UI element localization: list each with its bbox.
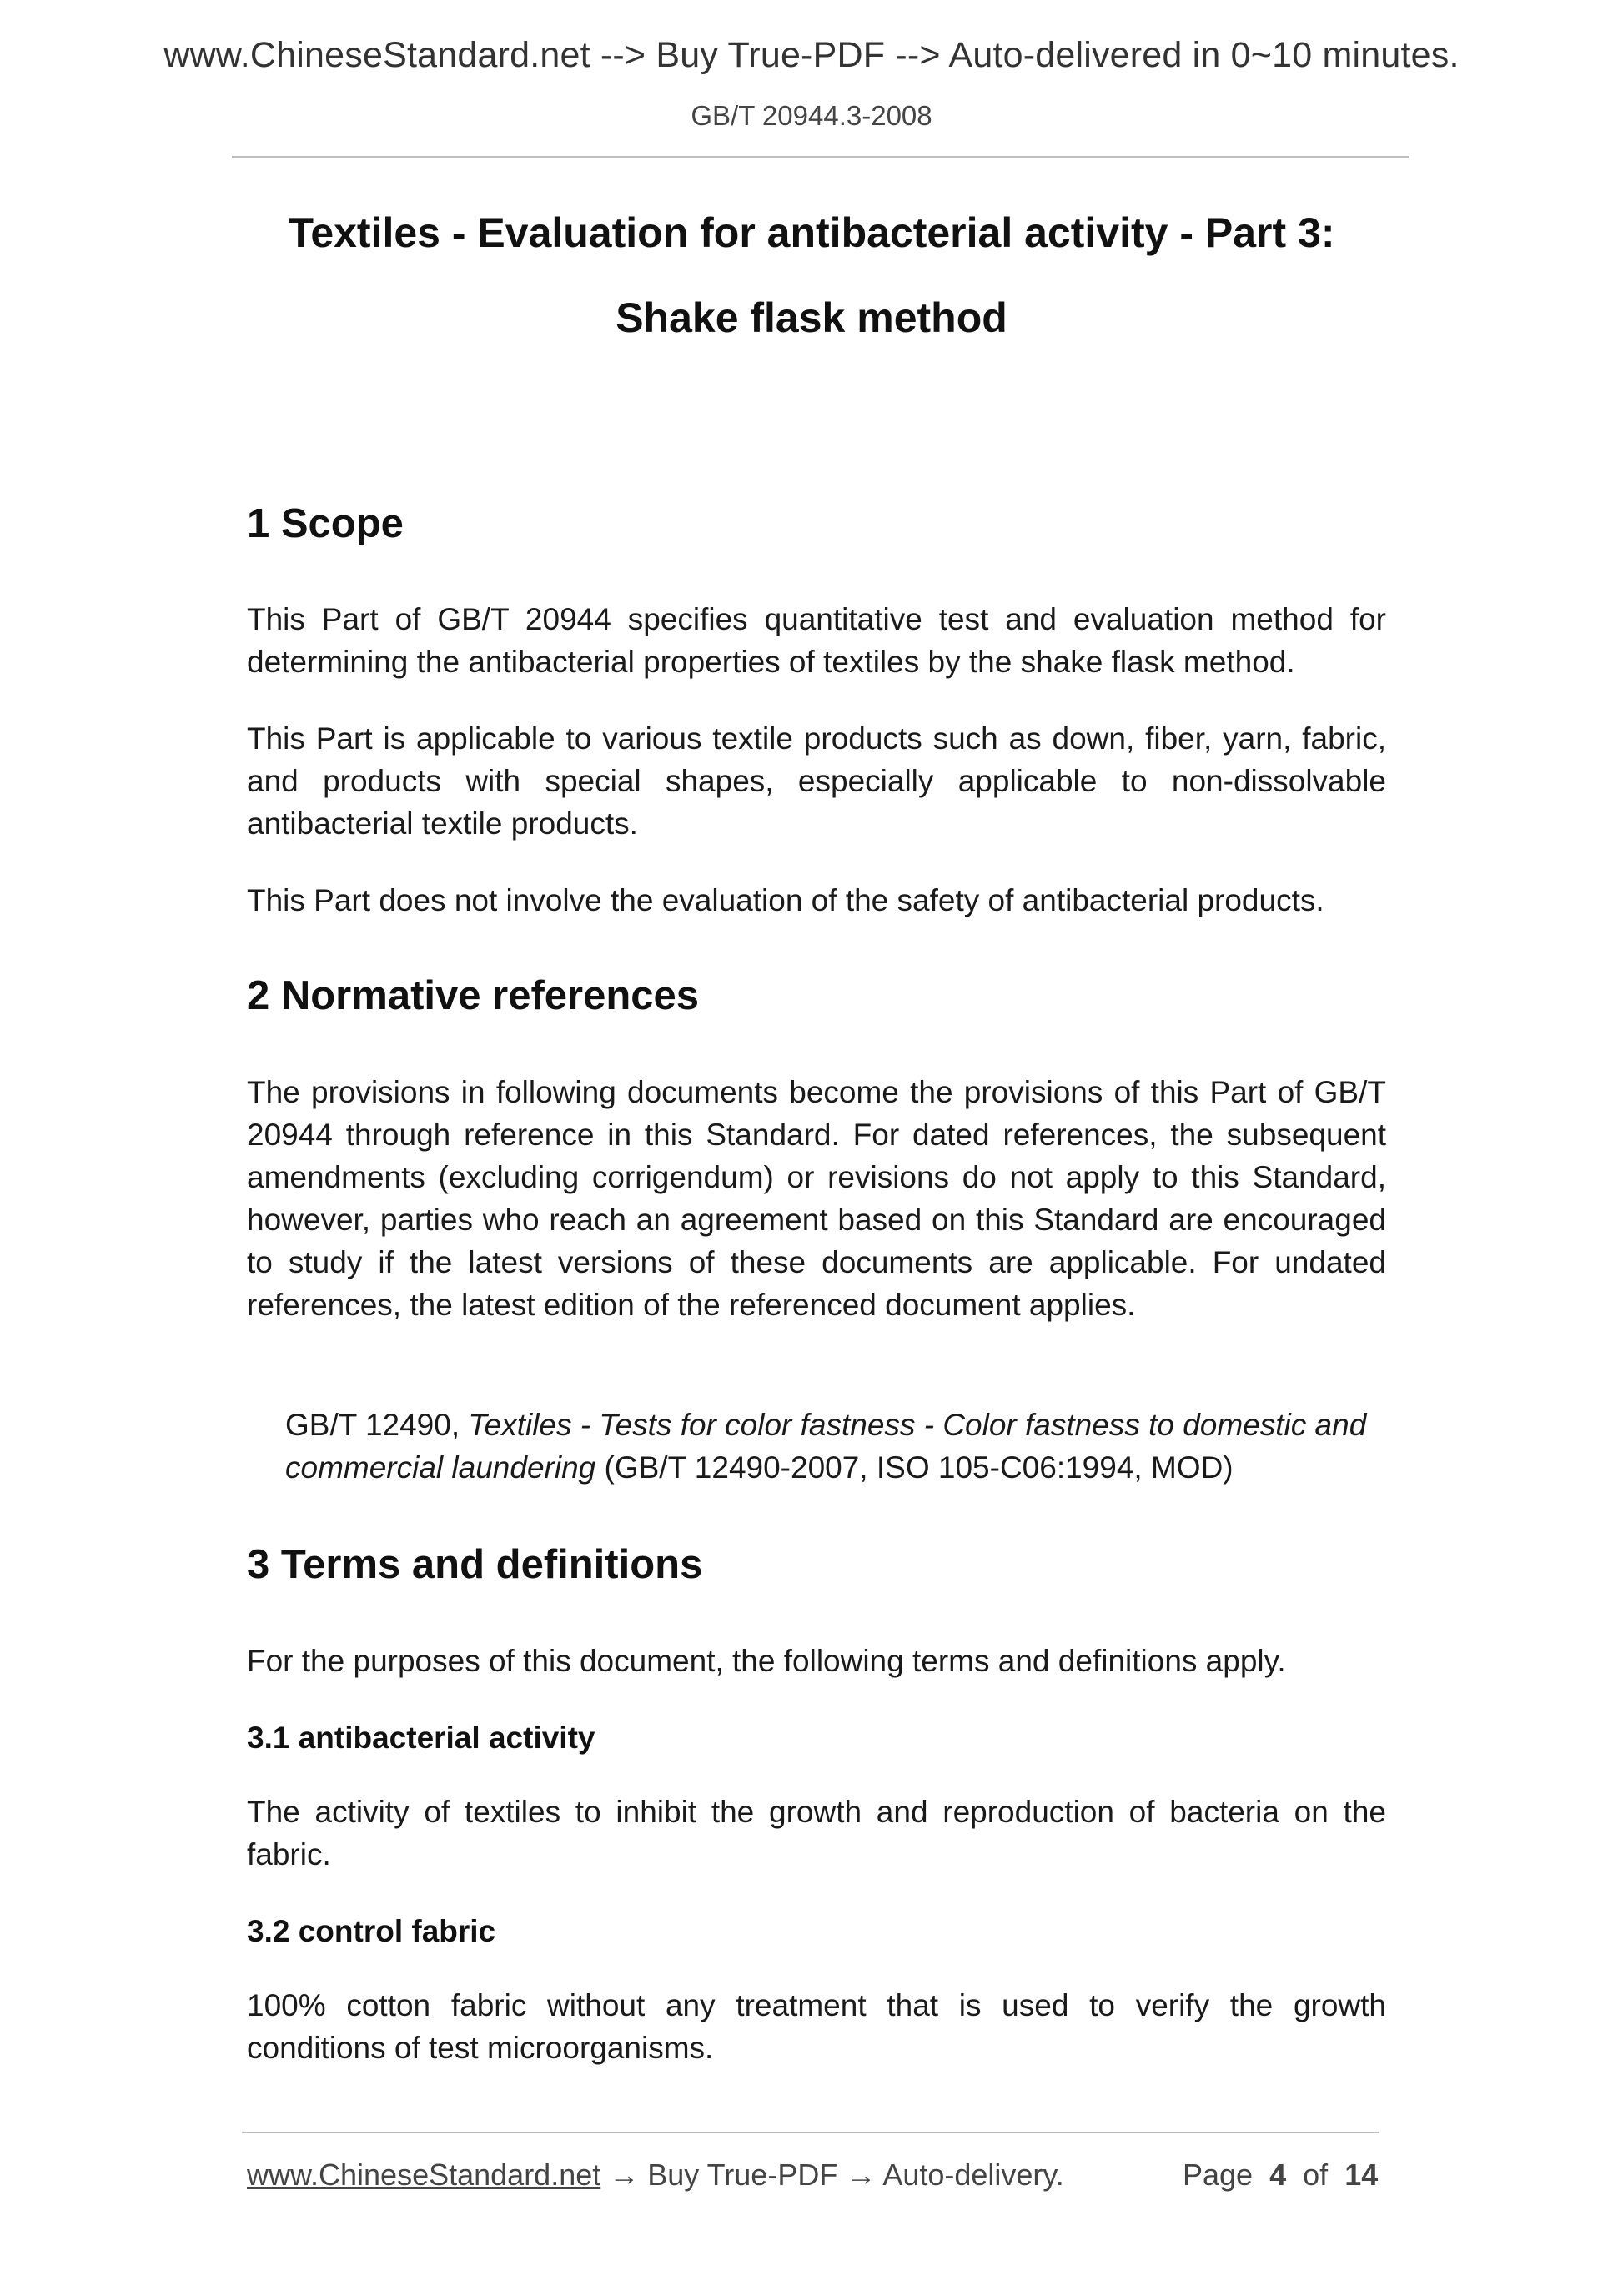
section-heading-normative-references: 2 Normative references [247,973,700,1018]
footer-divider [242,2132,1379,2133]
reference-suffix: (GB/T 12490-2007, ISO 105-C06:1994, MOD) [595,1450,1234,1485]
term-definition-antibacterial-activity: The activity of textiles to inhibit the growth and reproduction of bacteria on the fabric. [247,1795,1386,1871]
header-banner: www.ChineseStandard.net --> Buy True-PDF --> Auto-delivered in 0~10 minutes. [163,35,1460,75]
term-definition-control-fabric: 100% cotton fabric without any treatment that is used to verify the growth conditions of test microorganisms. [247,1988,1386,2065]
term-heading-control-fabric: 3.2 control fabric [247,1914,496,1948]
footer-tagline: → Buy True-PDF → Auto-delivery. [600,2158,1064,2192]
terms-intro: For the purposes of this document, the following terms and definitions apply. [247,1644,1286,1678]
footer-left [247,2158,1064,2193]
normative-reference-item [285,1404,1386,1489]
reference-code: GB/T 12490, [285,1408,469,1442]
standard-number: GB/T 20944.3-2008 [691,100,932,131]
reference-title: Textiles - Tests for color fastness - Color fastness to domestic and commercial laundering [285,1408,1367,1485]
footer-site-link[interactable]: www.ChineseStandard.net [247,2158,601,2192]
page-indicator [1183,2158,1378,2193]
scope-paragraph-3: This Part does not involve the evaluation of the safety of antibacterial products. [247,883,1324,917]
document-title-line-2: Shake flask method [616,294,1007,341]
scope-paragraph-1: This Part of GB/T 20944 specifies quantitative test and evaluation method for determining the antibacterial properties of textiles by the shake flask method. [247,602,1386,679]
section-heading-scope: 1 Scope [247,501,404,546]
scope-paragraph-2: This Part is applicable to various textile products such as down, fiber, yarn, fabric, and products with special shapes, especially applicable to non-dissolvable antibacterial textile products. [247,721,1386,841]
page-current: 4 [1269,2158,1287,2192]
document-title-line-1: Textiles - Evaluation for antibacterial activity - Part 3: [288,209,1335,256]
header-divider [232,156,1409,158]
page-total: 14 [1344,2158,1379,2192]
section-heading-terms: 3 Terms and definitions [247,1542,703,1587]
normative-paragraph: The provisions in following documents become the provisions of this Part of GB/T 20944 through reference in this Standard. For dated references, the subsequent amendments (excluding corrigendum) or revisions do not apply to this Standard, however, parties who reach an agreement based on this Standard are encouraged to study if the latest versions of these documents are applicable. For undated references, the latest edition of the referenced document applies. [247,1075,1386,1322]
page-of: of [1303,2158,1329,2192]
term-heading-antibacterial-activity: 3.1 antibacterial activity [247,1721,595,1755]
page-label: Page [1183,2158,1254,2192]
